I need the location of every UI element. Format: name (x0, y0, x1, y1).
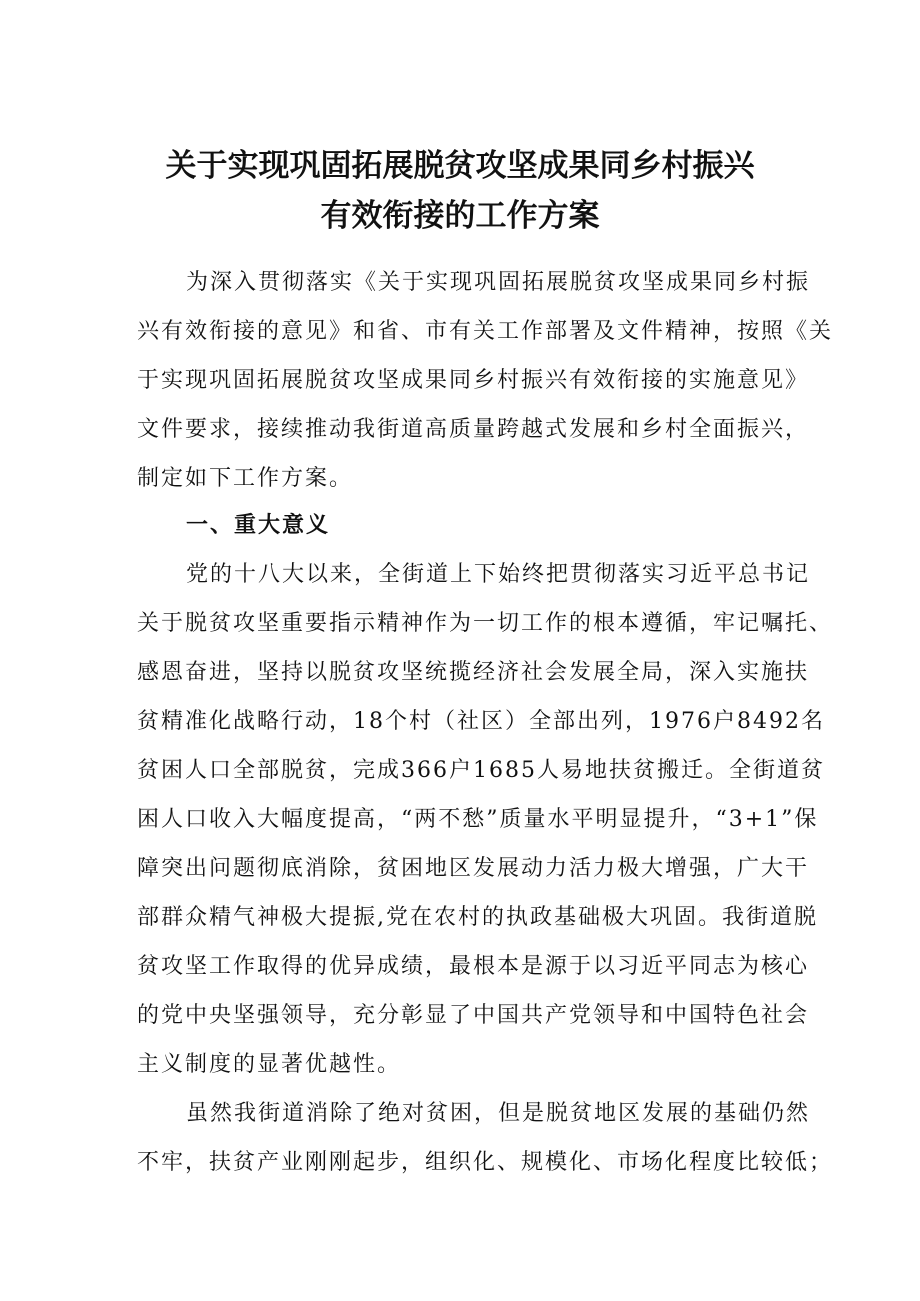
paragraph-line: 于实现巩固拓展脱贫攻坚成果同乡村振兴有效衔接的实施意见》 (137, 368, 810, 393)
paragraph-line: 部群众精气神极大提振,党在农村的执政基础极大巩固。我街道脱 (137, 905, 818, 930)
paragraph-line: 虽然我街道消除了绝对贫困，但是脱贫地区发展的基础仍然 (186, 1101, 811, 1126)
paragraph-line: 感恩奋进，坚持以脱贫攻坚统揽经济社会发展全局，深入实施扶 (137, 660, 810, 685)
paragraph-line: 文件要求，接续推动我街道高质量跨越式发展和乡村全面振兴， (137, 417, 810, 442)
paragraph-line: 为深入贯彻落实《关于实现巩固拓展脱贫攻坚成果同乡村振 (186, 270, 811, 295)
paragraph-line: 主义制度的显著优越性。 (137, 1052, 402, 1077)
document-title-line-1: 关于实现巩固拓展脱贫攻坚成果同乡村振兴 (165, 148, 755, 184)
paragraph-line: 的党中央坚强领导，充分彰显了中国共产党领导和中国特色社会 (137, 1003, 810, 1028)
paragraph-line: 贫困人口全部脱贫，完成366户1685人易地扶贫搬迁。全街道贫 (137, 758, 825, 783)
paragraph-line: 困人口收入大幅度提高，“两不愁”质量水平明显提升，“3+1”保 (137, 807, 819, 832)
section-heading: 一、重大意义 (186, 513, 331, 538)
paragraph-line: 兴有效衔接的意见》和省、市有关工作部署及文件精神，按照《关 (137, 319, 834, 344)
paragraph-line: 障突出问题彻底消除，贫困地区发展动力活力极大增强，广大干 (137, 856, 810, 881)
paragraph-line: 党的十八大以来，全街道上下始终把贯彻落实习近平总书记 (186, 562, 811, 587)
paragraph-line: 贫攻坚工作取得的优异成绩，最根本是源于以习近平同志为核心 (137, 954, 810, 979)
paragraph-line: 关于脱贫攻坚重要指示精神作为一切工作的根本遵循，牢记嘱托、 (137, 611, 834, 636)
paragraph-line: 不牢，扶贫产业刚刚起步，组织化、规模化、市场化程度比较低； (137, 1150, 834, 1175)
paragraph-line: 制定如下工作方案。 (137, 466, 354, 491)
paragraph-line: 贫精准化战略行动，18个村（社区）全部出列，1976户8492名 (137, 709, 825, 734)
document-title-line-2: 有效衔接的工作方案 (320, 198, 600, 234)
